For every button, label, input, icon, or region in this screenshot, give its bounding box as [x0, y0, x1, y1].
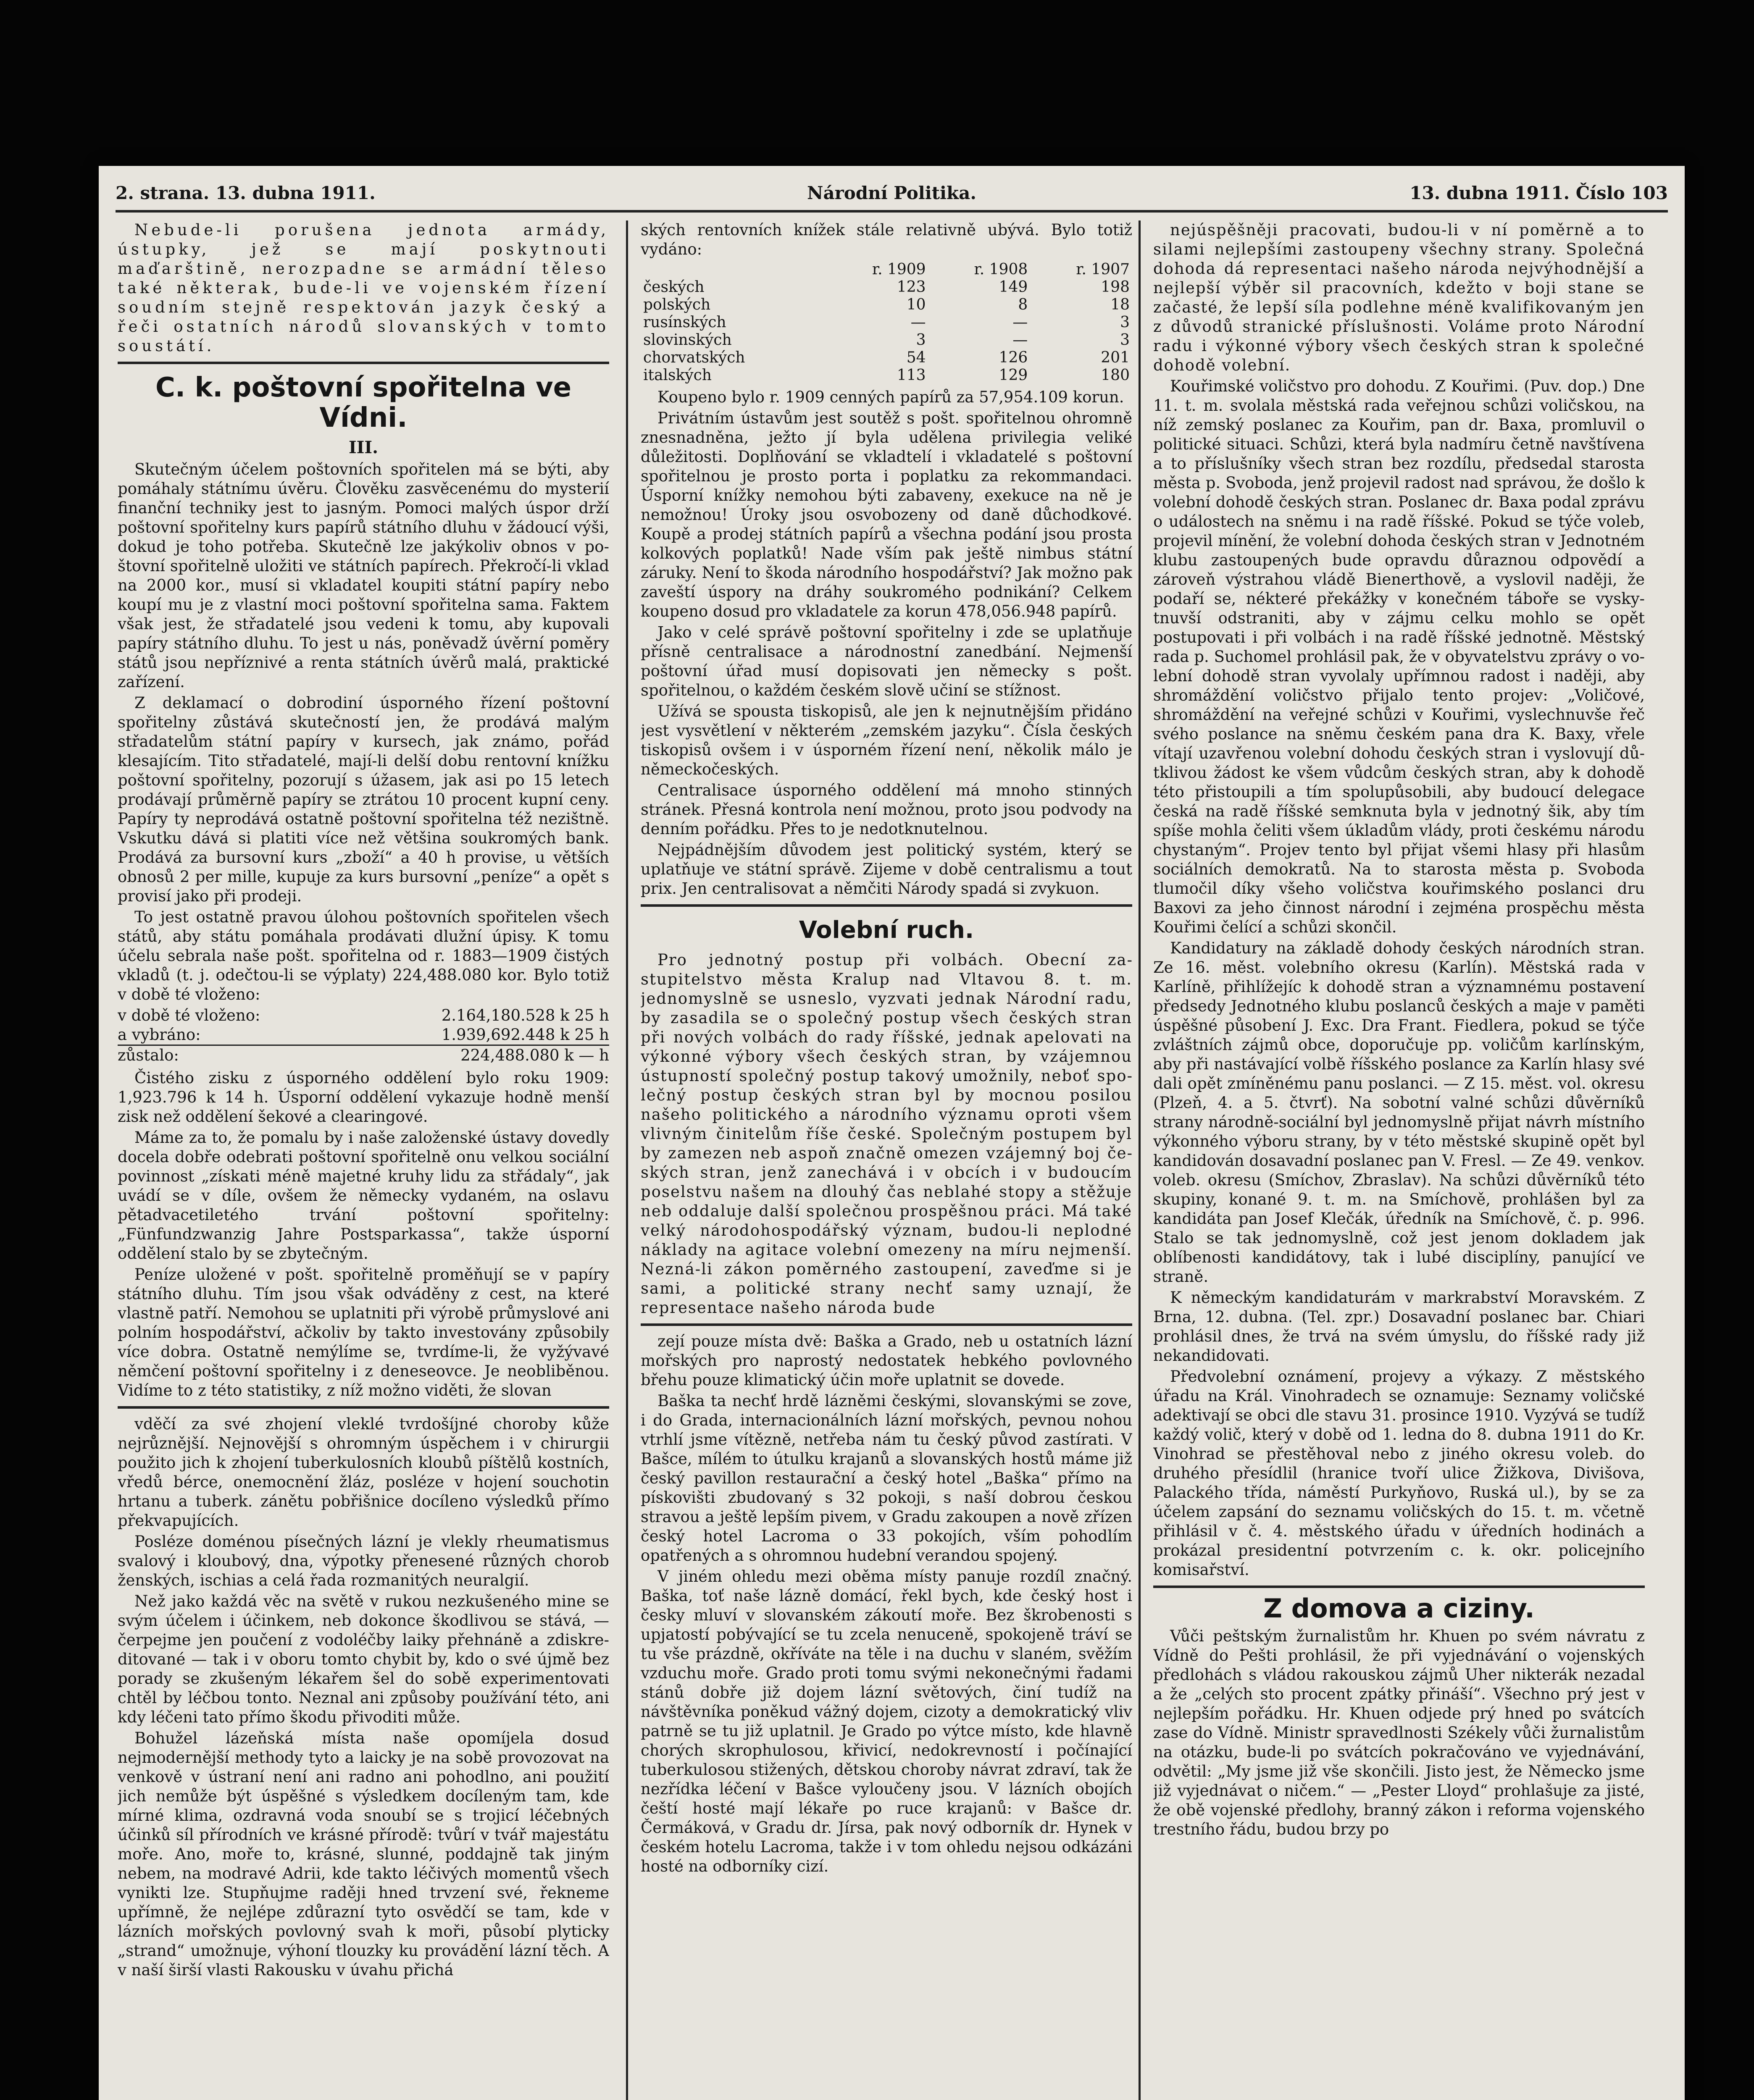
- paragraph: Užívá se spousta tiskopisů, ale jen k nejnutnějším přidáno jest vysvětlení v některém „zemském jazyku“. Čísla českých tiskopisů ovšem i v úsporném řízení není, několik málo je německočeských.: [641, 702, 1132, 778]
- paragraph: V jiném ohledu mezi oběma místy panuje rozdíl značný. Baška, toť naše lázně domácí, řekl bych, kde český host i česky mluví v slovanském zákoutí moře. Bez škrobenosti s upjatostí pobývající se tu zcela nenuceně, spokojeně tráví se tu vše prázdně, okříváte na těle i na duchu v slaném, svěžím vzduchu moře. Grado proti tomu svými nekonečnými řadami stánů dobře již dojem lázní světových, činí tudíž na návštěvníka poněkud vážný dojem, cizoty a demokratický vliv patrně se tu již uplatnil. Je Grado po výtce místo, kde hlavně chorých skrophulosou, křivicí, nedokrevností i počínající tuberkulosou stižených, dětskou choroby návrat zdraví, tak že nezřídka léčení v Bašce vyloučeny jsou. V lázních obojích čeští hosté mají lékaře po ruce krajanů: v Bašce dr. Čermáková, v Gradu dr. Jírsa, pak nový odborník dr. Hynek v českém hotelu Lacroma, takže i v tom ohledu nejsou odkázáni hosté na odborníky cizí.: [641, 1567, 1132, 1875]
- section-rule: [118, 362, 609, 364]
- paragraph: Baška ta nechť hrdě lázněmi českými, slovanskými se zove, i do Grada, internacionálních lázní mořských, pevnou nohou vtrhlí jsme vítězně, netřeba nám tu český původ zastírati. V Bašce, mílém to útulku krajanů a slovanských hostů máme již český pavillon restaurační a český hotel „Baška“ přímo na pískovišti zbudovaný s 32 pokoji, s naší dobrou českou stravou a ještě lepším pivem, v Gradu zakoupen a nově zřízen český hotel Lacroma o 33 pokojích, vším pohodlím opatřených a s ohromnou hudební verandou spojený.: [641, 1392, 1132, 1564]
- section-rule: [1153, 1586, 1645, 1588]
- header-right: 13. dubna 1911. Číslo 103: [1410, 183, 1668, 203]
- section-title-home-abroad: Z domova a ciziny.: [1263, 1593, 1535, 1624]
- paragraph: ských rentovních knížek stále relativně ubývá. Bylo totiž vydáno:: [641, 221, 1132, 258]
- paragraph: nejúspěšněji pracovati, budou-li v ní poměrně a to silami nejlepšími zastoupeny všechny strany. Společná dohoda dá representaci našeho národa nejvýhodnější a nejlepší výběr sil pracovních, kdežto v boji stane se začasté, že lepší síla podlehne méně kvalifikovaným jen z důvodů stranické příslušnosti. Voláme proto Národní radu i výkonné výbory všech českých stran k společné dohodě volební.: [1153, 221, 1645, 374]
- paragraph: K německým kandidaturám v markrabství Moravském. Z Brna, 12. dubna. (Tel. zpr.) Dosavadní poslanec bar. Chiari prohlásil dnes, že trvá na svém úmyslu, do říšské rady již nekandidovati.: [1153, 1289, 1645, 1365]
- ledger-row: zůstalo: 224,488.080 k — h: [118, 1045, 609, 1065]
- paragraph: Kandidatury na základě dohody českých národních stran. Ze 16. měst. volebního okresu (Karlín). Městská rada v Karlíně, přihlížejíc k dohodě stran a významnému postavení předsedy Jednotného klubu poslanců českých a maje v paměti úspěšné působení J. Exc. Dra Frant. Fiedlera, pokud se týče zvláštních zájmů obce, doporučuje pp. voličům karlínským, aby při nastávající volbě říšského poslance za Karlín hlasy své dali opět zmíněnému panu poslanci. — Z 15. měst. vol. okresu (Plzeň, 4. a 5. čtvrť). Na sobotní valné schůzi důvěrníků strany národně-sociální byl jednomyslně přijat návrh místního výkonného výboru strany, by v této městské skupině opět byl kandidován dosavadní poslanec pan V. Fresl. — Ze 49. venkov. voleb. okresu (Smíchov, Zbraslav). Na schůzi důvěrníků této skupiny, konané 9. t. m. na Smíchově, prohlášen byl za kandidáta pan Josef Klečák, úředník na Smíchově, č. p. 996. Stalo se tak jednomyslně, což jest jenom dokladem jak oblíbenosti kandidátovy, tak i lubé disciplíny, panující ve straně.: [1153, 939, 1645, 1286]
- paragraph: Pro jednotný postup při volbách. Obecní zastupitelstvo města Kralup nad Vltavou 8. t. m. jednomyslně se usneslo, vyzvati jednak Národní radu, by zasadila se o společný postup všech českých stran při nových volbách do rady říšské, jednak apelovati na výkonné výbory všech českých stran, by vzájemnou ústupností společný postup takový umožnily, neboť společný postup českých stran byl by mocnou posilou našeho politického a národního významu oproti všem vlivným činitelům říše české. Společným postupem byl by zamezen neb aspoň značně omezen vzájemný boj českých stran, jenž zanechává i v obcích i v budoucím poselstvu našem na dlouhý čas neblahé stopy a stěžuje neb oddaluje další společnou prospěšnou práci. Má také velký národohospodářský význam, budou-li neplodné náklady na agitace volební omezeny na míru nejmenší. Nezná-li zákon poměrného zastoupení, zaveďme si je sami, a politické strany nechť samy uznají, že representace našeho národa bude: [641, 951, 1132, 1317]
- header-left: 2. strana. 13. dubna 1911.: [116, 183, 376, 203]
- article-title-postal-savings: C. k. poštovní spořitelna ve Vídni.: [155, 372, 572, 433]
- paragraph: zejí pouze místa dvě: Baška a Grado, neb u ostatních lázní mořských pro naprostý nedostatek hebkého povlovného břehu pouze klimatický účin moře uplatnit se dovede.: [641, 1332, 1132, 1389]
- paragraph: Peníze uložené v pošt. spořitelně proměňují se v papíry státního dluhu. Tím jsou však odváděny z cest, na které vlastně patří. Nemohou se uplatniti při výrobě průmyslové ani polním hospodářství, ačkoliv by takto investovány způsobily více dobra. Ostatně nemýlíme se, tvrdíme-li, že vyžývavé němčení poštovní spořitelny i z deneseovce. Je neobliběnou. Vidíme to z této statistiky, z níž možno viděti, že slovan: [118, 1265, 609, 1399]
- ledger-row: v době té vloženo: 2.164,180.528 k 25 h: [118, 1006, 609, 1024]
- table-row: slovinských 3 — 3: [643, 331, 1130, 349]
- paragraph: Nejpádnějším důvodem jest politický systém, který se uplatňuje ve státní správě. Zijeme v době centralismu a tout prix. Jen centralisovat a němčiti Národy spadá si zvykuon.: [641, 841, 1132, 898]
- page-header: [116, 176, 1668, 213]
- section-rule: [641, 904, 1132, 907]
- paragraph: Kouřimské voličstvo pro dohodu. Z Kouřimi. (Puv. dop.) Dne 11. t. m. svolala městská rada veřejnou schůzi voličskou, na níž zemský poslanec za Kouřim, pan dr. Baxa, promluvil o politické situaci. Schůzi, která byla nadmíru četně navštívena a to příslušníky všech stran bez rozdílu, předsedal starosta města p. Svoboda, jenž projevil radost nad správou, že došlo k volební dohodě českých stran. Poslanec dr. Baxa podal zprávu o událostech na sněmu i na radě říšské. Pokud se týče voleb, projevil mínění, že volební dohoda českých stran v Jednotném klubu zastoupených bude opravdu důraznou odpovědí a zároveň výstrahou vládě Bienerthově, a vyslovil naději, že podaří se, nékteré překážky v konečném táboře se vyskytnuvší odstraniti, aby v zájmu celku mohlo se opět postupovati i při volbách i na radě říšské jednotně. Městský rada p. Suchomel prohlásil pak, že v obyvatelstvu zprávy o volební dohodě stran vyvolaly upřímnou radost i naději, aby shromáždění voličstvo přijalo tento projev: „Voličové, shromáždění na veřejné schůzi v Kouřimi, vyslechnuvše řeč svého poslance na sněmu českém pana dra K. Baxy, vřele vítají uzavřenou volební dohodu českých stran i vyslovují důtklivou žádost ke všem vůdcům českých stran, aby k dohodě této přistoupili a tím spolupůsobili, aby budoucí delegace česká na radě říšské semknuta byla v jednotný šik, aby tím spíše mohla čeliti všem úkladům vlády, proti českému národu chystaným“. Projev tento byl přijat všemi hlasy při hlasům sociálních demokratů. Na to starosta města p. Svoboda tlumočil díky všeho voličstva kouřimského poslanci dru Baxovi za jeho činnost národní i zejména prospěchu města Kouřimi čelící a schůzi skončil.: [1153, 377, 1645, 936]
- article-part: III.: [348, 438, 379, 457]
- paragraph: Čistého zisku z úsporného oddělení bylo roku 1909: 1,923.796 k 14 h. Úsporní oddělení vykazuje hodně menší zisk než oddělení šekové a clearingové.: [118, 1069, 609, 1126]
- ledger-row: a vybráno: 1.939,692.448 k 25 h: [118, 1026, 609, 1044]
- col1-intro: Nebude-li porušena jednota armády, ústupky, jež se mají poskytnouti maďarštině, nerozpadne se armádní těleso také některak, bude-li ve vojenském řízení soudním stejně respektován jazyk český a řeči ostatních národů slovanských v tomto soustátí.: [118, 221, 609, 355]
- paragraph: Skutečným účelem poštovních spořitelen má se býti, aby pomáhaly státnímu úvěru. Člověku zasvěcenému do mysterií finanční techniky jest to jasným. Pomoci malých úspor drží poštovní spořitelny kurs papírů státního dluhu v žádoucí výši, dokud je toho potřeba. Skutečně lze jakýkoliv obnos v poštovní spořitelně uložiti ve státních papírech. Překročí-li vklad na 2000 kor., musí si vkladatel koupiti státní papíry nebo koupí mu je z vlastní moci poštovní spořitelna sama. Faktem však jest, že střadatelé jsou vedeni k tomu, aby kupovali papíry státního dluhu. To jest u nás, poněvadž úvěrní poměry států jsou nepříznivé a renta státních úvěrů malá, praktické zařízení.: [118, 460, 609, 691]
- paragraph: Vůči peštským žurnalistům hr. Khuen po svém návratu z Vídně do Pešti prohlásil, že při vyjednávání o vojenských předlohách s vládou rakouskou zájmů Uher nikterák nezadal a že „celých sto procent zpátky přináší“. Všechno prý jest v nejlepším pořádku. Hr. Khuen odjede prý hned po svátcích zase do Vídně. Ministr spravedlnosti Székely vůči žurnalistům na otázku, bude-li po svátcích pokračováno ve vyjednávání, odvětil: „My jsme již vše skončili. Jisto jest, že Německo jsme již vyjednávat o ničem.“ — „Pester Lloyd“ prohlašuje za jisté, že obě vojenské předlohy, branný zákon i reforma vojenského trestního řádu, budou brzy po: [1153, 1627, 1645, 1838]
- column-3: [1153, 220, 1645, 2100]
- paragraph: Předvolební oznámení, projevy a výkazy. Z městského úřadu na Král. Vinohradech se oznamuje: Seznamy voličské adektivají se obci dle stavu 31. prosince 1910. Vyzývá se tudíž každý volič, který v době od 1. ledna do 8. dubna 1911 do Kr. Vinohrad se přestěhoval nebo z jiného okresu voleb. do druhého přesídlil (hranice tvoří ulice Žižkova, Divišova, Palackého třída, náměstí Purkyňovo, Ruská ul.), by se za účelem zapsání do seznamu voličských do 15. t. m. včetně přihlásil v č. 4. městského úřadu v úředních hodinách a prokázal presidentní potvrzením c. k. okr. policejního komisařství.: [1153, 1368, 1645, 1579]
- paragraph: Centralisace úsporného oddělení má mnoho stinných stránek. Přesná kontrola není možnou, proto jsou podvody na denním pořádku. Přes to je nedotknutelnou.: [641, 781, 1132, 838]
- paragraph: To jest ostatně pravou úlohou poštovních spořitelen všech států, aby státu pomáhala prodávati dlužní úpisy. K tomu účelu sebrala naše pošt. spořitelna od r. 1883—1909 čistých vkladů (t. j. odečtou-li se výplaty) 224,488.080 kor. Bylo totiž v době té vloženo:: [118, 908, 609, 1003]
- paragraph: Z deklamací o dobrodiní úsporného řízení poštovní spořitelny zůstává skutečností jen, že prodává malým střadatelům státní papíry v kursech, jak známo, pořád klesajícím. Tito střadatelé, mají-li delší dobu rentovní knížku poštovní spořitelny, pozorují s úžasem, jak asi po 15 letech prodávají průměrně papíry se ztrátou 10 procent kupní ceny. Papíry ty neprodává ostatně poštovní spořitelna též nezištně. Vskutku dává si platiti více než většina soukromých bank. Prodává za bursovní kurs „zboží“ a 40 h provise, u větších obnosů 2 per mille, kupuje za kurs bursovní „peníze“ a opět s provisí jako při prodeji.: [118, 694, 609, 905]
- column-divider: [1139, 220, 1141, 2100]
- paragraph: Máme za to, že pomalu by i naše založenské ústavy dovedly docela dobře odebrati poštovní spořitelně onu velkou sociální povinnost „získati méně majetné kruhy lidu za střádaly“, jak uvádí se v díle, ovšem že německy vydaném, na oslavu pětadvacetiletého trvání poštovní spořitelny: „Fünfundzwanzig Jahre Postsparkassa“, takže úsporní oddělení stalo by se zbytečným.: [118, 1129, 609, 1263]
- paragraph: Koupeno bylo r. 1909 cenných papírů za 57,954.109 korun.: [657, 388, 1124, 406]
- paragraph: vděčí za své zhojení vleklé tvrdošíjné choroby kůže nejrůznější. Nejnovější s ohromným úspěchem i v chirurgii použito jich k zhojení tuberkulosních kloubů píštělů kostních, vředů bérce, onemocnění žláz, posléze v hojení souchotin hrtanu a tuberk. zánětu pobřišnice docíleno výsledků přímo překvapujících.: [118, 1415, 609, 1530]
- table-row: italských 113 129 180: [643, 367, 1130, 384]
- section-title-elections: Volební ruch.: [799, 916, 974, 944]
- column-divider: [626, 220, 628, 2100]
- paragraph: Bohužel lázeňská místa naše opomíjela dosud nejmodernější methody tyto a laicky je na sobě provozovat na venkově v ústraní není ani radno ani pohodlno, ani použití jich nemůže být úspěšné s výsledkem docíleným tam, kde mírné klima, ozdravná voda snoubí se s trojicí léčebných účinků síl přírodních ve krásné přírodě: tvůrí v tvář majestátu moře. Ano, moře to, krásné, slunné, poddajně tak jiným nebem, na modravé Adrii, kde takto léčivých momentů všech vynikti lze. Stupňujme raději hned trvzení své, řekneme upřímně, že nejlépe zdůrazní tyto osvědčí se tam, kde v lázních mořských povlovný svah k moři, působí plyticky „strand“ umožnuje, výhoní tlouzky ku provádění lázní těch. A v naší širší vlasti Rakousku v úvahu přichá: [118, 1729, 609, 1979]
- booklets-table: [641, 261, 1132, 384]
- header-masthead: Národní Politika.: [807, 183, 976, 203]
- paragraph: Jako v celé správě poštovní spořitelny i zde se uplatňuje přísně centralisace a národnostní zanedbání. Nejmenší poštovní úřad musí dopisovati jen německy s pošt. spořitelnou, o každém českém slově učiní se stížnost.: [641, 623, 1132, 699]
- column-2: [641, 220, 1132, 2100]
- table-row: chorvatských 54 126 201: [643, 349, 1130, 366]
- paragraph: Než jako každá věc na světě v rukou nezkušeného mine se svým účelem i účinkem, neb dokonce škodlivou se stává, — čerpejme jen poučení z vodoléčby laiky přehnáně a zdiskreditované — tak i v oboru tomto chybit by, kdo o své újmě bez porady se zkušeným lékařem šel do sobě experimentovati chtěl by léčbou tonto. Neznal ani způsoby používání této, ani kdy léčeni tato přímo škodu přivoditi může.: [118, 1592, 609, 1726]
- paragraph: Privátním ústavům jest soutěž s pošt. spořitelnou ohromně znesnadněna, ježto jí byla udělena privilegia veliké důležitosti. Doplňování se vkladtelí i vkladatelé s poštovní spořitelnou je prosto porta i poplatku za rekommandaci. Úsporní knížky nemohou býti zabaveny, exekuce na ně je nemožnou! Úroky jsou osvobozeny od daně důchodkové. Koupě a prodej státních papírů a všechna podání jsou prosta kolkových poplatků! Nade vším pak ještě nimbus státní záruky. Není to škoda národního hospodářství? Jak možno pak zaveští úspory na dráhy soukromého podnikání? Celkem koupeno dosud pro vkladatele za korun 478,056.948 papírů.: [641, 409, 1132, 620]
- table-row: polských 10 8 18: [643, 296, 1130, 313]
- newspaper-page: [99, 166, 1685, 2100]
- section-rule: [118, 1406, 609, 1409]
- paragraph: Posléze doménou písečných lázní je vlekly rheumatismus svalový i kloubový, dna, výpotky přenesené různých chorob ženských, ischias a celá řada rozmanitých neuralgií.: [118, 1533, 609, 1589]
- table-row: českých 123 149 198: [643, 278, 1130, 296]
- ledger: [118, 1006, 609, 1065]
- section-rule: [641, 1323, 1132, 1326]
- table-row: rusínských — — 3: [643, 314, 1130, 331]
- table-header-row: r. 1909 r. 1908 r. 1907: [872, 261, 1130, 278]
- column-1: [118, 220, 609, 2100]
